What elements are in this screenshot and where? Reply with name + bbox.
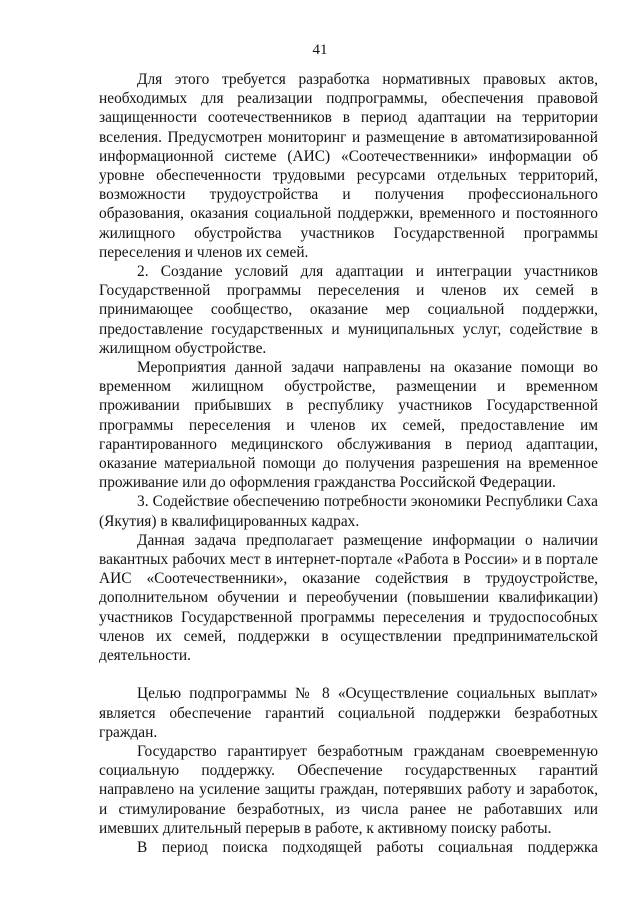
section-gap [99, 665, 598, 684]
page-number: 41 [312, 42, 328, 58]
paragraph-task-3-heading: 3. Содействие обеспечению потребности экономики Республики Саха (Якутия) в квалифицированных кадрах. [99, 493, 598, 530]
paragraph-task-2-measures: Мероприятия данной задачи направлены на оказание помощи во временном жилищном обустройстве, размещении и временном проживании прибывших в республику участников Государственной программы переселения и членов их семей, предоставление им гарантированного медицинского обслуживания в период адаптации, оказание материальной помощи до получения разрешения на временное проживание или до оформления гражданства Российской Федерации. [99, 359, 598, 492]
paragraph-job-search-support: В период поиска подходящей работы социальная поддержка [137, 838, 598, 856]
paragraph-subprogram-8-goal: Целью подпрограммы № 8 «Осуществление социальных выплат» является обеспечение гарантий социальной поддержки безработных граждан. [99, 685, 598, 741]
paragraph-development-requirements: Для этого требуется разработка нормативных правовых актов, необходимых для реализации подпрограммы, обеспечения правовой защищенности соотечественников в период адаптации на территории вселения. Предусмотрен мониторинг и размещение в автоматизированной информационной системе (АИС) «Соотечественники» информации об уровне обеспеченности трудовыми ресурсами отдельных территорий, возможности трудоустройства и получения профессионального образования, оказания социальной поддержки, временного и постоянного жилищного обустройства участников Государственной программы переселения и членов их семей. [99, 71, 598, 261]
body-text [99, 70, 598, 857]
paragraph-task-2-heading: 2. Создание условий для адаптации и интеграции участников Государственной программы переселения и членов их семей в принимающее сообщество, оказание мер социальной поддержки, предоставление государственных и муниципальных услуг, содействие в жилищном обустройстве. [99, 263, 598, 357]
paragraph-task-3-description: Данная задача предполагает размещение информации о наличии вакантных рабочих мест в интернет-портале «Работа в России» и в портале АИС «Соотечественники», оказание содействия в трудоустройстве, дополнительном обучении и переобучении (повышении квалификации) участников Государственной программы переселения и трудоспособных членов их семей, поддержки в осуществлении предпринимательской деятельности. [99, 531, 598, 665]
paragraph-state-guarantees: Государство гарантирует безработным гражданам своевременную социальную поддержку. Обеспечение государственных гарантий направлено на усиление защиты граждан, потерявших работу и заработок, и стимулирование безработных, из числа ранее не работавших или имевших длительный перерыв в работе, к активному поиску работы. [99, 742, 598, 837]
